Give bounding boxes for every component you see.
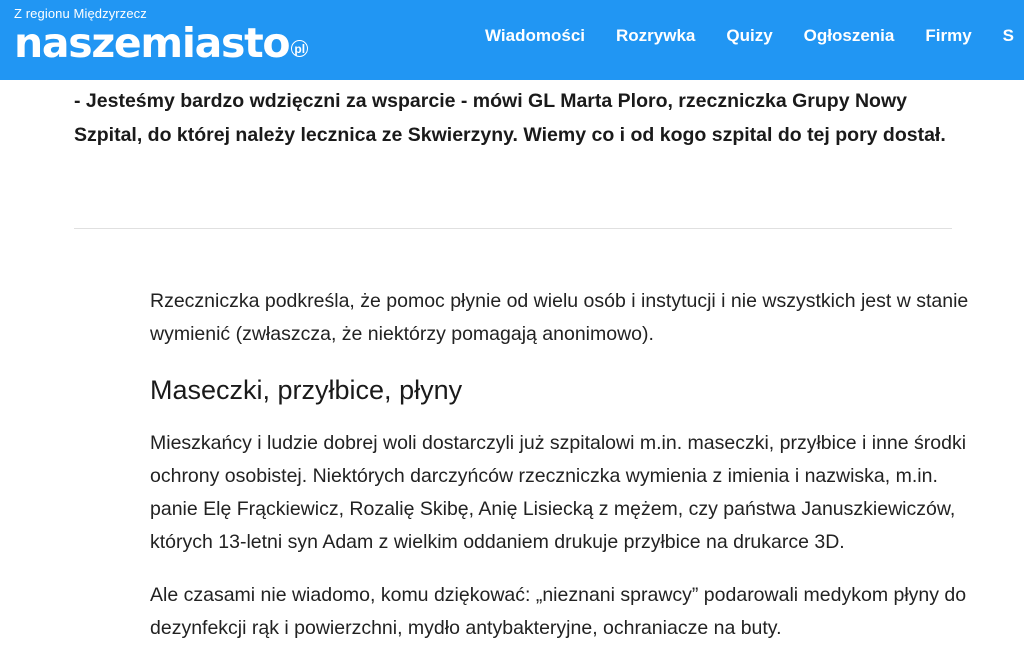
article-section-heading: Maseczki, przyłbice, płyny bbox=[150, 375, 463, 405]
nav-item-ogloszenia[interactable]: Ogłoszenia bbox=[803, 26, 895, 45]
nav-item-wiadomosci[interactable]: Wiadomości bbox=[485, 26, 585, 45]
article-paragraph-1: Rzeczniczka podkreśla, że pomoc płynie od wielu osób i instytucji i nie wszystkich jest w stanie wymienić (zwłaszcza, że niektórzy pomagają anonimowo). bbox=[150, 290, 969, 345]
brand-block[interactable] bbox=[14, 6, 334, 66]
main-navigation[interactable] bbox=[485, 26, 1024, 46]
nav-item-quizy[interactable]: Quizy bbox=[726, 26, 773, 45]
logo-wordmark: naszemiasto bbox=[14, 19, 290, 67]
content-divider bbox=[74, 228, 952, 229]
article-content bbox=[150, 285, 972, 659]
site-header bbox=[0, 0, 1024, 80]
article-paragraph-3: Ale czasami nie wiadomo, komu dziękować: „nieznani sprawcy” podarowali medykom płyny do dezynfekcji rąk i powierzchni, mydło antybakteryjne, ochraniacze na buty. bbox=[150, 584, 967, 639]
nav-item-rozrywka[interactable]: Rozrywka bbox=[616, 26, 696, 45]
site-logo[interactable] bbox=[14, 20, 334, 66]
nav-item-firmy[interactable]: Firmy bbox=[925, 26, 972, 45]
article-paragraph-2: Mieszkańcy i ludzie dobrej woli dostarczyli już szpitalowi m.in. maseczki, przyłbice i inne środki ochrony osobistej. Niektórych darczyńców rzeczniczka wymienia z imienia i nazwiska, m.in. panie Elę Frąckiewicz, Rozalię Skibę, Anię Lisiecką z mężem, czy państwa Januszkiewiczów, których 13-letni syn Adam z wielkim oddaniem drukuje przyłbice na drukarce 3D. bbox=[150, 432, 967, 553]
nav-item-sport-truncated[interactable]: S bbox=[1002, 26, 1014, 45]
region-label: Z regionu Międzyrzecz bbox=[14, 6, 147, 21]
logo-tld-badge: pl bbox=[291, 40, 308, 57]
article-lead: - Jesteśmy bardzo wdzięczni za wsparcie - mówi GL Marta Ploro, rzeczniczka Grupy Nowy Szpital, do której należy lecznica ze Skwierzyny. Wiemy co i od kogo szpital do tej pory dostał. bbox=[74, 89, 946, 146]
